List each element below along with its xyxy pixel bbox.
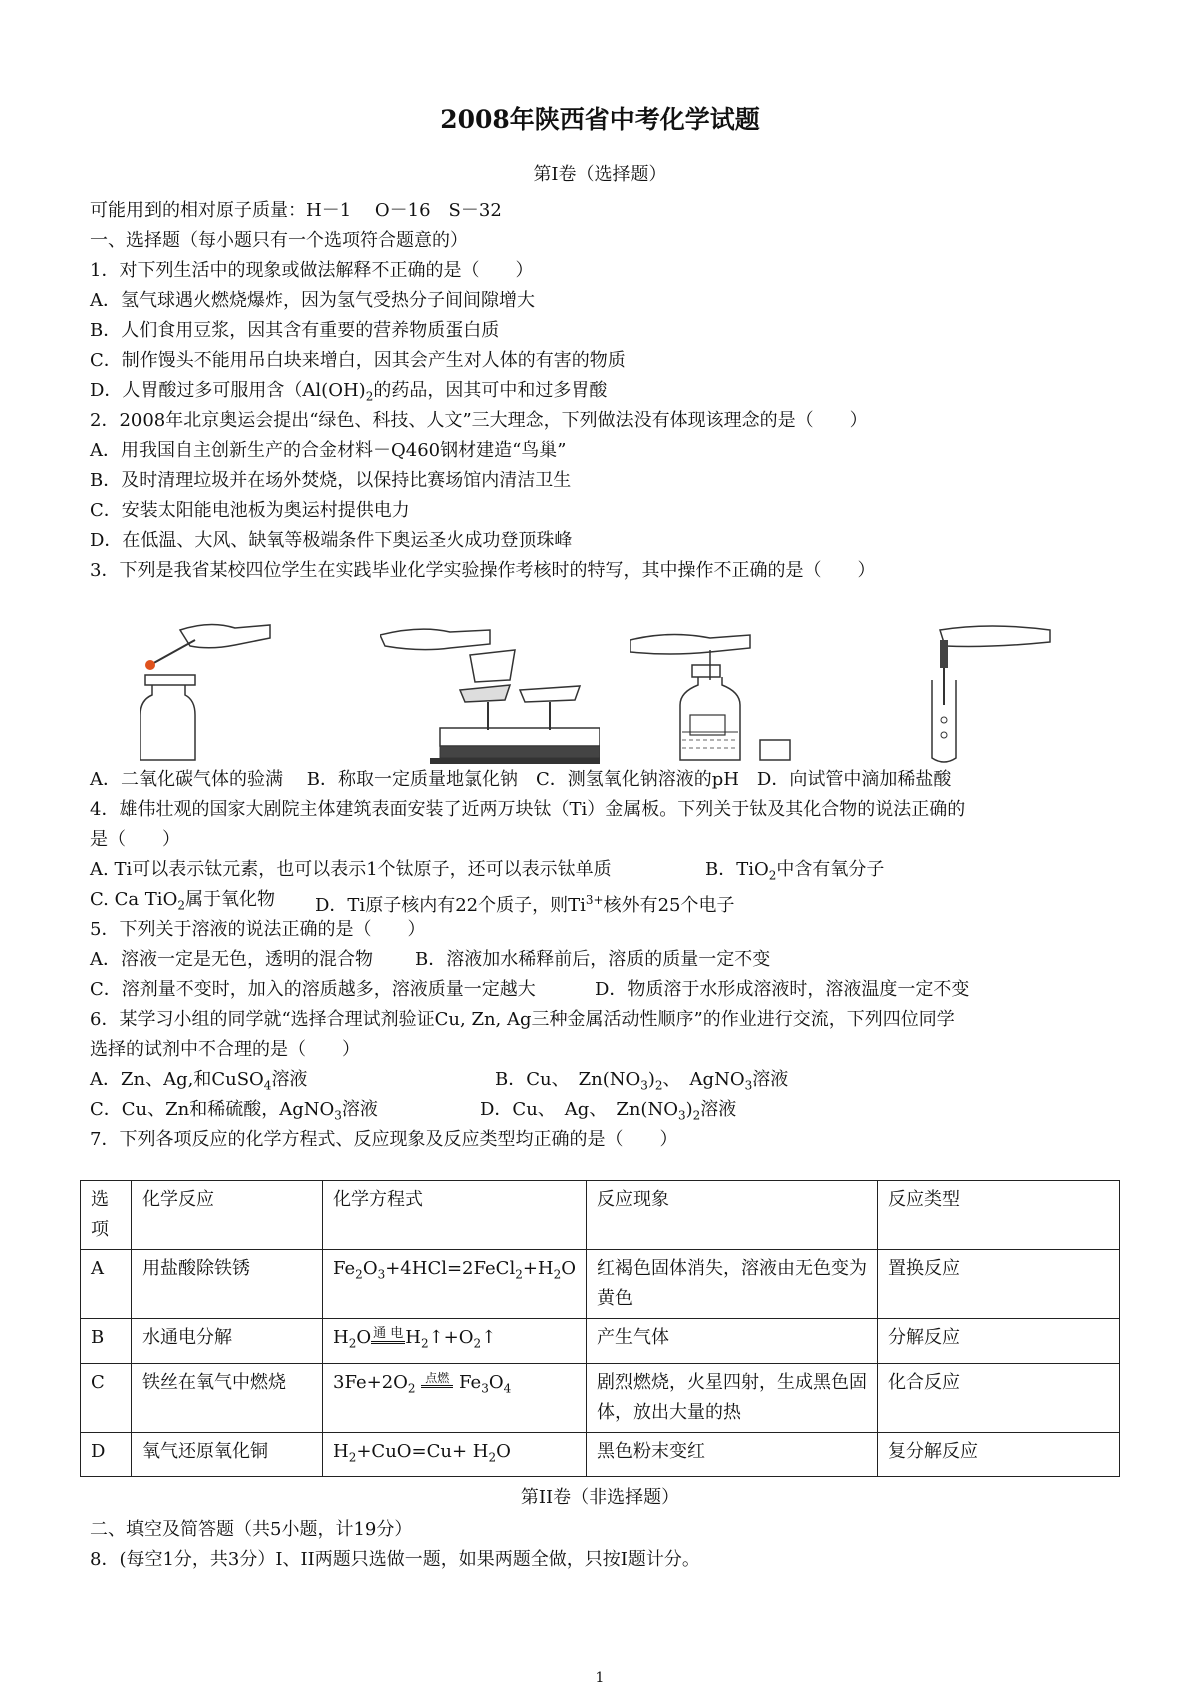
q4-option-d: D．Ti原子核内有22个质子，则$Ti^{3+}$核外有25个电子 — [315, 893, 735, 916]
header-cell-phenomenon: 反应现象 — [587, 1181, 878, 1250]
q2-option-a: A．用我国自主创新生产的合金材料－Q460钢材建造“鸟巢” — [90, 440, 567, 461]
question-block-1 — [90, 196, 1120, 586]
cell-equation: $3Fe+2O_2$ 点燃 $Fe_3O_4$ — [323, 1363, 587, 1432]
header-cell-option: 选项 — [81, 1181, 132, 1250]
q5-option-d: D．物质溶于水形成溶液时，溶液温度一定不变 — [595, 979, 970, 1000]
cell-type: 置换反应 — [878, 1250, 1120, 1319]
cell-option: D — [81, 1432, 132, 1477]
q3-stem: 3．下列是我省某校四位学生在实践毕业化学实验操作考核时的特写，其中操作不正确的是（ ） — [90, 560, 876, 581]
q2-stem: 2．2008年北京奥运会提出“绿色、科技、人文”三大理念，下列做法没有体现该理念的是（ ） — [90, 410, 868, 431]
cell-reaction: 用盐酸除铁锈 — [132, 1250, 323, 1319]
part1-title: 第I卷（选择题） — [533, 164, 667, 185]
cell-option: A — [81, 1250, 132, 1319]
figure-a-gas-bottle — [140, 620, 280, 765]
q6-option-d: D．Cu、 Ag、 $Zn(NO_3)_2$溶液 — [480, 1099, 737, 1123]
table-header-row — [81, 1181, 1120, 1250]
section2-heading: 二、填空及简答题（共5小题，计19分） — [90, 1519, 413, 1540]
figure-d-dropper — [900, 620, 1100, 765]
q4-stem-line2: 是（ ） — [90, 829, 180, 850]
q4-option-c: C. Ca TiO$_2$属于氧化物 — [90, 889, 275, 913]
cell-type: 化合反应 — [878, 1363, 1120, 1432]
q1-stem: 1．对下列生活中的现象或做法解释不正确的是（ ） — [90, 260, 534, 281]
q6-options-cd — [90, 1095, 1120, 1125]
cell-option: B — [81, 1319, 132, 1364]
header-cell-equation: 化学方程式 — [323, 1181, 587, 1250]
q6-stem-line1: 6．某学习小组的同学就“选择合理试剂验证Cu, Zn, Ag三种金属活动性顺序”的作业进行交流，下列四位同学 — [90, 1009, 955, 1030]
page-title: 2008年陕西省中考化学试题 — [440, 105, 760, 134]
q4-option-b: B．TiO$_2$中含有氧分子 — [705, 859, 885, 883]
cell-phenomenon: 黑色粉末变红 — [587, 1432, 878, 1477]
q7-table — [80, 1180, 1120, 1477]
q5-option-b: B．溶液加水稀释前后，溶质的质量一定不变 — [415, 949, 771, 970]
q4-stem-line1: 4．雄伟壮观的国家大剧院主体建筑表面安装了近两万块钛（Ti）金属板。下列关于钛及其化合物的说法正确的 — [90, 799, 966, 820]
q4-options-cd — [90, 885, 1120, 915]
figure-b-balance — [380, 620, 600, 765]
header-cell-type: 反应类型 — [878, 1181, 1120, 1250]
q6-options-ab — [90, 1065, 1120, 1095]
q3-figures — [140, 620, 1100, 765]
cell-equation: $H_2+CuO=Cu+ H_2O$ — [323, 1432, 587, 1477]
cell-reaction: 水通电分解 — [132, 1319, 323, 1364]
q5-options-cd — [90, 975, 1120, 1005]
page-number: 1 — [595, 1670, 605, 1686]
q4-options-ab — [90, 855, 1120, 885]
section1-heading: 一、选择题（每小题只有一个选项符合题意的） — [90, 230, 468, 251]
q6-option-c: C．Cu、Zn和稀硫酸，AgNO$_3$溶液 — [90, 1099, 378, 1123]
table-row — [81, 1319, 1120, 1364]
cell-phenomenon: 产生气体 — [587, 1319, 878, 1364]
table-row — [81, 1432, 1120, 1477]
q1-option-c: C．制作馒头不能用吊白块来增白，因其会产生对人体的有害的物质 — [90, 350, 626, 371]
q7-stem: 7．下列各项反应的化学方程式、反应现象及反应类型均正确的是（ ） — [90, 1129, 678, 1150]
q8-stem: 8．(每空1分，共3分）I、II两题只选做一题，如果两题全做，只按I题计分。 — [90, 1549, 700, 1570]
q2-option-d: D．在低温、大风、缺氧等极端条件下奥运圣火成功登顶珠峰 — [90, 530, 573, 551]
q5-stem: 5．下列关于溶液的说法正确的是（ ） — [90, 919, 426, 940]
q5-options-ab — [90, 945, 1120, 975]
q1-option-d: D．人胃酸过多可服用含（$Al(OH)_2$的药品，因其可中和过多胃酸 — [90, 380, 608, 404]
table-row — [81, 1363, 1120, 1432]
q2-option-b: B．及时清理垃圾并在场外焚烧，以保持比赛场馆内清洁卫生 — [90, 470, 572, 491]
part2-title: 第II卷（非选择题） — [520, 1487, 680, 1508]
cell-phenomenon: 红褐色固体消失，溶液由无色变为黄色 — [587, 1250, 878, 1319]
cell-phenomenon: 剧烈燃烧，火星四射，生成黑色固体，放出大量的热 — [587, 1363, 878, 1432]
table-row — [81, 1250, 1120, 1319]
cell-option: C — [81, 1363, 132, 1432]
q2-option-c: C．安装太阳能电池板为奥运村提供电力 — [90, 500, 410, 521]
question-block-2 — [90, 795, 1120, 1155]
cell-type: 分解反应 — [878, 1319, 1120, 1364]
q1-option-a: A．氢气球遇火燃烧爆炸，因为氢气受热分子间间隙增大 — [90, 290, 535, 311]
q6-option-a: A．Zn、Ag,和CuSO$_4$溶液 — [90, 1069, 308, 1093]
cell-equation: $H_2O$ 通 电 $H_2↑+O_2↑$ — [323, 1319, 587, 1364]
q3-options: A．二氧化碳气体的验满 B．称取一定质量地氯化钠 C．测氢氧化钠溶液的pH D．向试管中滴加稀盐酸 — [90, 769, 952, 790]
q6-option-b: B．Cu、 $Zn(NO_3)_2$、 AgNO$_3$溶液 — [495, 1069, 789, 1093]
q5-option-c: C．溶剂量不变时，加入的溶质越多，溶液质量一定越大 — [90, 979, 536, 1000]
atomic-mass-line: 可能用到的相对原子质量：H－1 O－16 S－32 — [90, 200, 502, 221]
cell-reaction: 氧气还原氧化铜 — [132, 1432, 323, 1477]
cell-reaction: 铁丝在氧气中燃烧 — [132, 1363, 323, 1432]
cell-equation: $Fe_2O_3+4HCl=2FeCl_2+H_2O$ — [323, 1250, 587, 1319]
cell-type: 复分解反应 — [878, 1432, 1120, 1477]
q5-option-a: A．溶液一定是无色，透明的混合物 — [90, 949, 373, 970]
figure-c-ph-test — [630, 620, 800, 765]
question-block-3 — [90, 1515, 1120, 1575]
q1-option-b: B．人们食用豆浆，因其含有重要的营养物质蛋白质 — [90, 320, 500, 341]
q4-option-a: A. Ti可以表示钛元素，也可以表示1个钛原子，还可以表示钛单质 — [90, 859, 612, 880]
header-cell-reaction: 化学反应 — [132, 1181, 323, 1250]
q6-stem-line2: 选择的试剂中不合理的是（ ） — [90, 1039, 360, 1060]
